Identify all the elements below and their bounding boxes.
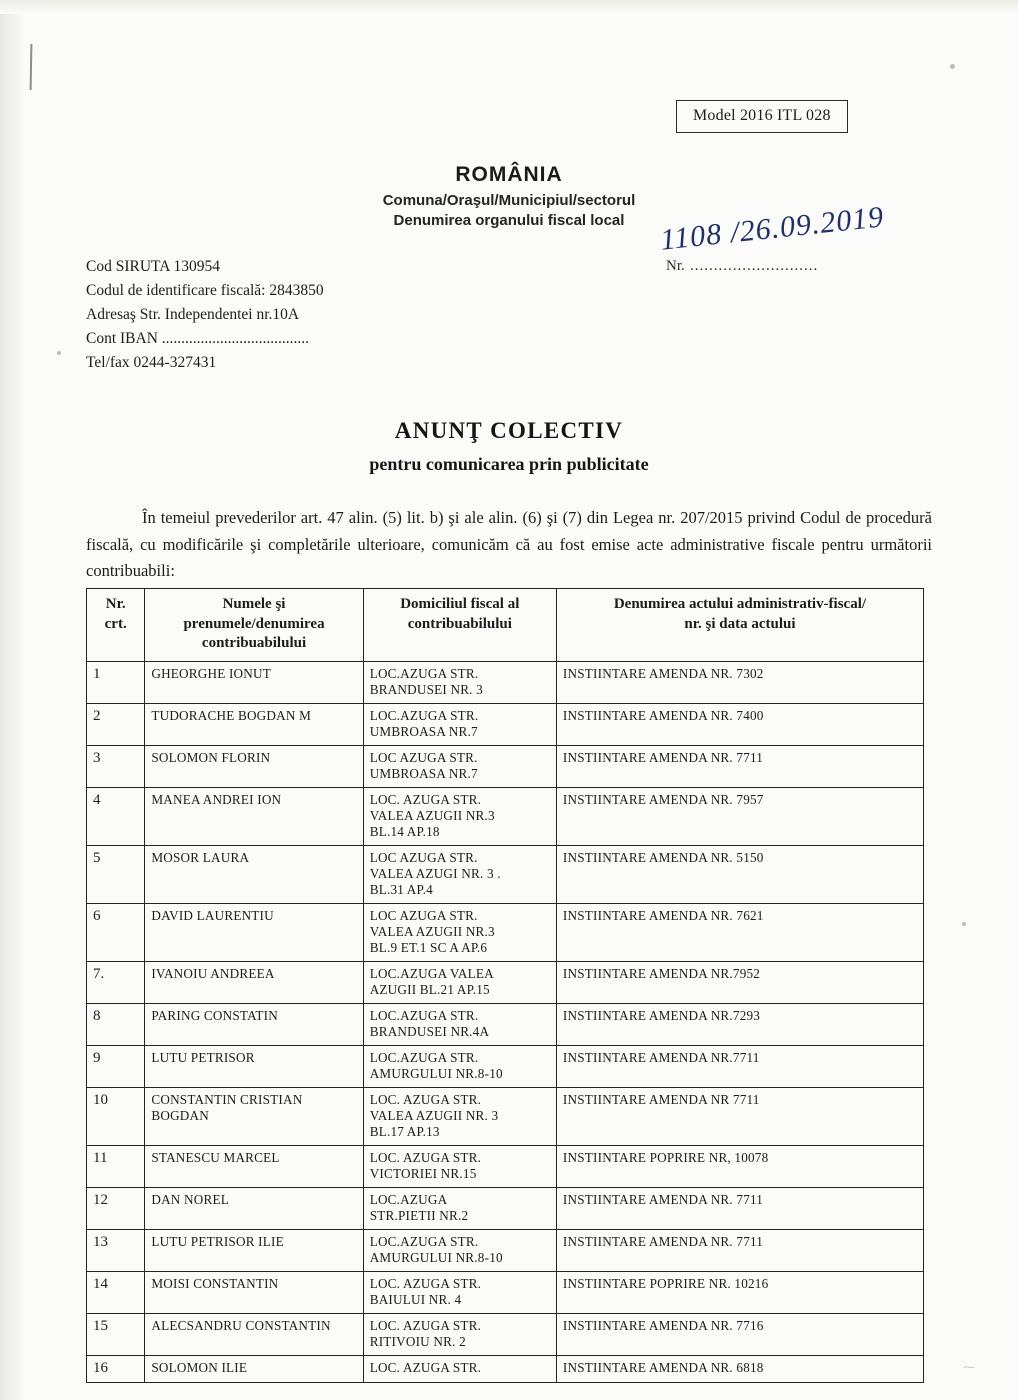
cell-act: INSTIINTARE AMENDA NR.7711: [556, 1045, 923, 1087]
cell-domicile: LOC.AZUGA STR. AMURGULUI NR.8-10: [363, 1045, 556, 1087]
page-subtitle: pentru comunicarea prin publicitate: [369, 454, 649, 474]
scan-artifact-mark: [30, 44, 33, 90]
cell-act: INSTIINTARE AMENDA NR. 7302: [556, 661, 923, 703]
cell-act: INSTIINTARE AMENDA NR. 6818: [556, 1355, 923, 1382]
header-name-line1: Numele şi: [222, 596, 286, 612]
cell-nr: 8: [87, 1003, 145, 1045]
cell-nr: 1: [87, 661, 145, 703]
cell-act: INSTIINTARE AMENDA NR.7952: [556, 961, 923, 1003]
cod-siruta: Cod SIRUTA 130954: [86, 258, 220, 275]
cell-nr: 12: [87, 1187, 145, 1229]
cell-domicile: LOC.AZUGA STR.PIETII NR.2: [363, 1187, 556, 1229]
scan-speck: [962, 922, 966, 926]
scan-edge-top: [0, 0, 1018, 14]
cell-domicile: LOC. AZUGA STR. RITIVOIU NR. 2: [363, 1313, 556, 1355]
table-row: [87, 703, 924, 745]
table-header-row: [87, 589, 924, 662]
table-row: [87, 1145, 924, 1187]
cell-nr: 9: [87, 1045, 145, 1087]
cell-name: SOLOMON ILIE: [145, 1355, 363, 1382]
cell-domicile: LOC. AZUGA STR. BAIULUI NR. 4: [363, 1271, 556, 1313]
cell-act: INSTIINTARE AMENDA NR. 7711: [556, 745, 923, 787]
table-row: [87, 1003, 924, 1045]
cell-act: INSTIINTARE AMENDA NR. 7957: [556, 787, 923, 845]
table-row: [87, 1355, 924, 1382]
cell-name: MOISI CONSTANTIN: [145, 1271, 363, 1313]
cell-name: LUTU PETRISOR: [145, 1045, 363, 1087]
cell-domicile: LOC.AZUGA VALEA AZUGII BL.21 AP.15: [363, 961, 556, 1003]
cell-nr: 11: [87, 1145, 145, 1187]
cell-nr: 3: [87, 745, 145, 787]
cell-name: MANEA ANDREI ION: [145, 787, 363, 845]
table-row: [87, 903, 924, 961]
document-title-block: [0, 418, 1018, 475]
cell-act: INSTIINTARE AMENDA NR. 7711: [556, 1229, 923, 1271]
page-title: ANUNŢ COLECTIV: [394, 418, 624, 443]
cell-nr: 7.: [87, 961, 145, 1003]
header-name-line3: contribuabilului: [201, 635, 307, 651]
header-act-line1: Denumirea actului administrativ-fiscal/: [613, 596, 867, 612]
cell-nr: 4: [87, 787, 145, 845]
cell-name: STANESCU MARCEL: [145, 1145, 363, 1187]
scan-smudge: ⁓: [963, 1360, 975, 1374]
contributors-table: [86, 588, 924, 1383]
model-code-box: Model 2016 ITL 028: [676, 100, 848, 133]
header-domicile-line2: contribuabilului: [407, 615, 512, 632]
nr-dotted-line: ...........................: [690, 258, 819, 274]
cell-name: DAVID LAURENTIU: [145, 903, 363, 961]
legal-basis-paragraph: [86, 505, 932, 585]
header-domicile-line1: Domiciliul fiscal al: [400, 596, 520, 612]
cell-domicile: LOC AZUGA STR. UMBROASA NR.7: [363, 745, 556, 787]
cell-act: INSTIINTARE AMENDA NR. 7711: [556, 1187, 923, 1229]
header-name-line2: prenumele/denumirea: [183, 615, 325, 632]
legal-basis-text: În temeiul prevederilor art. 47 alin. (5) lit. b) şi ale alin. (6) şi (7) din Legea nr. 207/2015 privind Codul de procedură fiscală, cu modificările şi completările ulterioare, comunicăm că au fost emise acte administrative fiscale pentru următorii contribuabili:: [86, 508, 932, 581]
nr-label: Nr.: [666, 258, 685, 274]
cell-domicile: LOC. AZUGA STR.: [363, 1355, 556, 1382]
cell-act: INSTIINTARE AMENDA NR. 5150: [556, 845, 923, 903]
cell-domicile: LOC.AZUGA STR. BRANDUSEI NR.4A: [363, 1003, 556, 1045]
cell-domicile: LOC.AZUGA STR. BRANDUSEI NR. 3: [363, 661, 556, 703]
table-row: [87, 661, 924, 703]
cell-name: MOSOR LAURA: [145, 845, 363, 903]
scan-speck: [57, 351, 61, 355]
cont-iban: Cont IBAN ......................................: [86, 330, 310, 348]
cell-name: PARING CONSTATIN: [145, 1003, 363, 1045]
table-row: [87, 1045, 924, 1087]
table-row: [87, 745, 924, 787]
cell-domicile: LOC AZUGA STR. VALEA AZUGI NR. 3 . BL.31 AP.4: [363, 845, 556, 903]
table-row: [87, 1271, 924, 1313]
table-row: [87, 1229, 924, 1271]
cell-act: INSTIINTARE AMENDA NR 7711: [556, 1087, 923, 1145]
table-row: [87, 1187, 924, 1229]
cell-act: INSTIINTARE POPRIRE NR. 10216: [556, 1271, 923, 1313]
cell-name: TUDORACHE BOGDAN M: [145, 703, 363, 745]
tel-fax: Tel/fax 0244-327431: [86, 354, 217, 372]
table-row: [87, 961, 924, 1003]
cell-name: LUTU PETRISOR ILIE: [145, 1229, 363, 1271]
header-act: [556, 589, 923, 662]
adresa: Adresaş Str. Independentei nr.10A: [86, 306, 300, 324]
cell-nr: 2: [87, 703, 145, 745]
org-line-2: Denumirea organului fiscal local: [393, 212, 625, 229]
cell-name: SOLOMON FLORIN: [145, 745, 363, 787]
cell-domicile: LOC. AZUGA STR. VICTORIEI NR.15: [363, 1145, 556, 1187]
header-domicile: [363, 589, 556, 662]
cell-domicile: LOC AZUGA STR. VALEA AZUGII NR.3 BL.9 ET.1 SC A AP.6: [363, 903, 556, 961]
cell-nr: 10: [87, 1087, 145, 1145]
cell-act: INSTIINTARE POPRIRE NR, 10078: [556, 1145, 923, 1187]
issuer-details-block: [86, 255, 324, 375]
cell-nr: 13: [87, 1229, 145, 1271]
table-row: [87, 845, 924, 903]
cell-nr: 6: [87, 903, 145, 961]
cell-nr: 16: [87, 1355, 145, 1382]
org-line-1: Comuna/Oraşul/Municipiul/sectorul: [382, 192, 636, 209]
cell-name: GHEORGHE IONUT: [145, 661, 363, 703]
header-nr-line2: crt.: [104, 615, 127, 632]
cell-act: INSTIINTARE AMENDA NR.7293: [556, 1003, 923, 1045]
cell-nr: 15: [87, 1313, 145, 1355]
cell-domicile: LOC. AZUGA STR. VALEA AZUGII NR. 3 BL.17 AP.13: [363, 1087, 556, 1145]
cell-domicile: LOC. AZUGA STR. VALEA AZUGII NR.3 BL.14 AP.18: [363, 787, 556, 845]
table-row: [87, 1313, 924, 1355]
header-act-line2: nr. şi data actului: [684, 615, 796, 632]
cell-act: INSTIINTARE AMENDA NR. 7621: [556, 903, 923, 961]
table-row: [87, 1087, 924, 1145]
cell-name: CONSTANTIN CRISTIAN BOGDAN: [145, 1087, 363, 1145]
scan-speck: [950, 64, 955, 69]
header-nr-line1: Nr.: [105, 596, 126, 612]
cell-nr: 5: [87, 845, 145, 903]
header-nr-crt: [87, 589, 145, 662]
cod-identificare-fiscala: Codul de identificare fiscală: 2843850: [86, 282, 324, 300]
cell-act: INSTIINTARE AMENDA NR. 7400: [556, 703, 923, 745]
cell-name: DAN NOREL: [145, 1187, 363, 1229]
cell-domicile: LOC.AZUGA STR. UMBROASA NR.7: [363, 703, 556, 745]
table-row: [87, 787, 924, 845]
table-body: [87, 661, 924, 1382]
header-name: [145, 589, 363, 662]
cell-domicile: LOC.AZUGA STR. AMURGULUI NR.8-10: [363, 1229, 556, 1271]
cell-nr: 14: [87, 1271, 145, 1313]
country-title: ROMÂNIA: [455, 163, 563, 186]
cell-act: INSTIINTARE AMENDA NR. 7716: [556, 1313, 923, 1355]
cell-name: IVANOIU ANDREEA: [145, 961, 363, 1003]
handwritten-registration-number: 1108 /26.09.2019: [658, 200, 886, 257]
cell-name: ALECSANDRU CONSTANTIN: [145, 1313, 363, 1355]
